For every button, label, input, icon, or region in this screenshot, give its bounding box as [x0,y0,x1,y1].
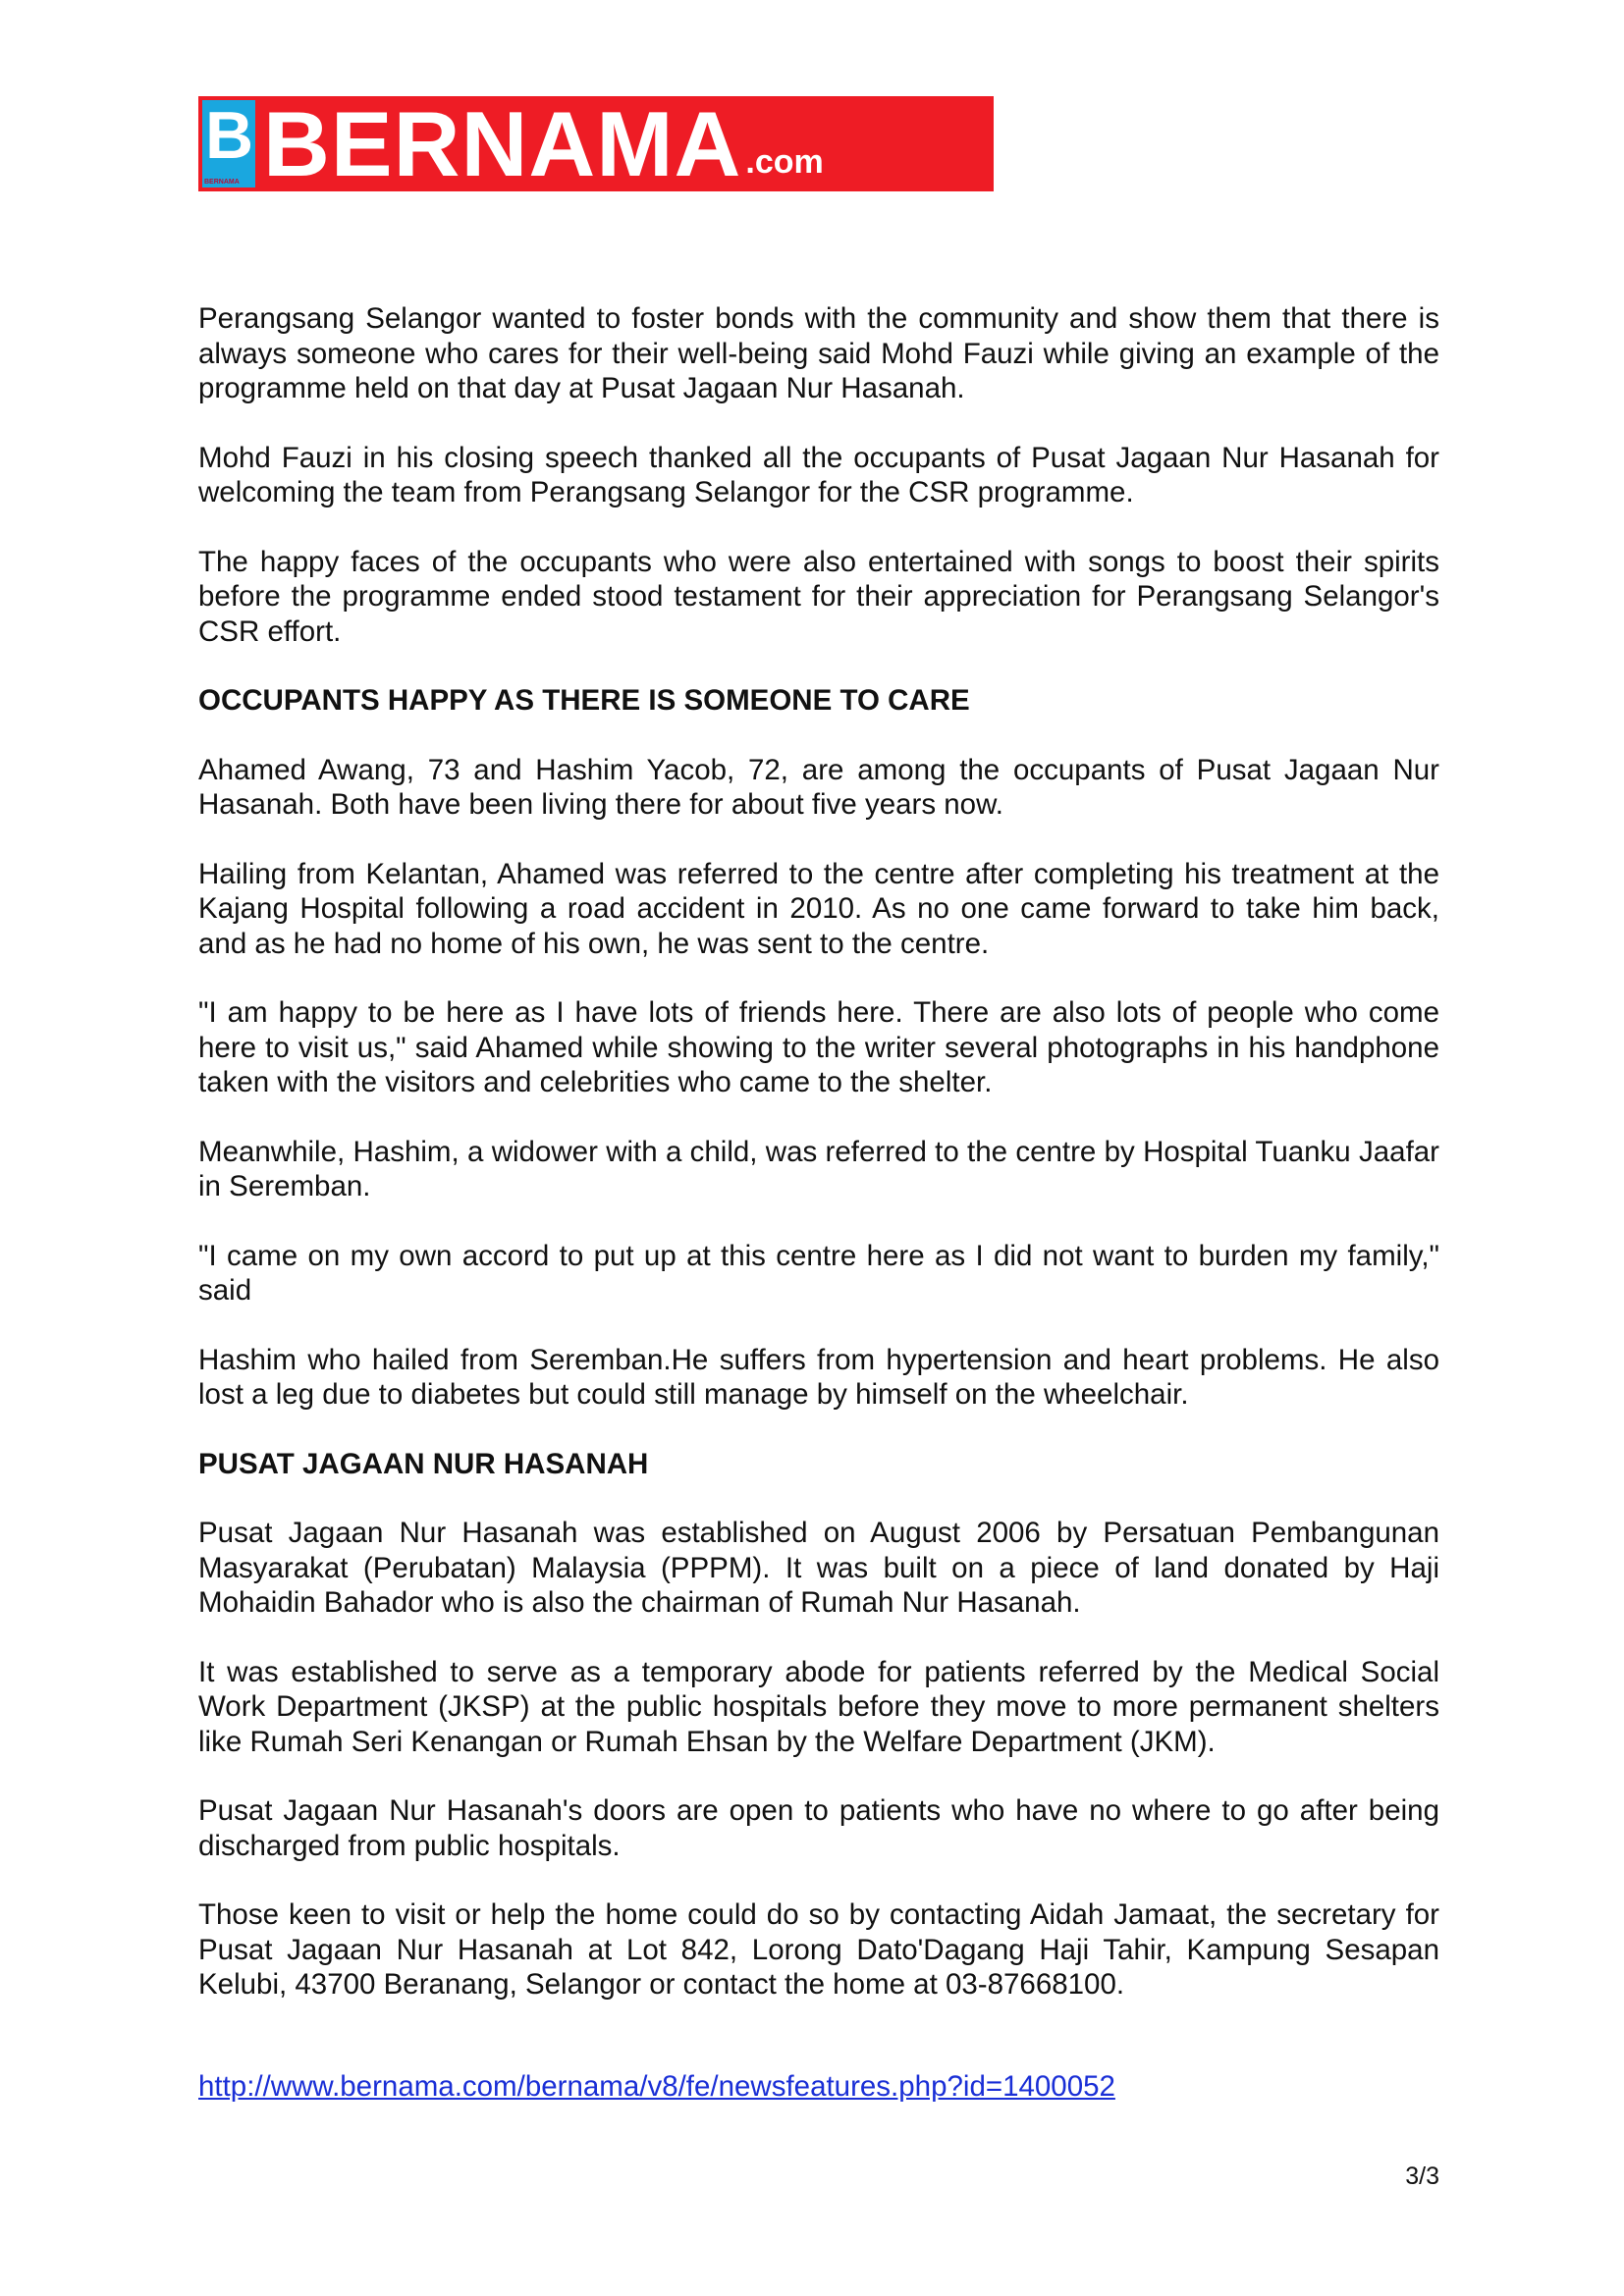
paragraph: The happy faces of the occupants who were also entertained with songs to boost their spirits before the programme ended stood testament for their appreciation for Perangsang Selangor's CSR effort. [198,545,1439,648]
section-heading: OCCUPANTS HAPPY AS THERE IS SOMEONE TO CARE [198,684,970,717]
article-body [198,301,1439,2037]
logo-suffix: .com [745,143,824,181]
paragraph: "I am happy to be here as I have lots of friends here. There are also lots of people who come here to visit us," said Ahamed while showing to the writer several photographs in his handphone taken with the visitors and celebrities who came to the shelter. [198,996,1439,1098]
paragraph: Perangsang Selangor wanted to foster bonds with the community and show them that there is always someone who cares for their well-being said Mohd Fauzi while giving an example of the programme held on that day at Pusat Jagaan Nur Hasanah. [198,302,1439,404]
page-number: 3/3 [1405,2163,1439,2190]
emblem-letter: B [205,98,254,173]
paragraph: Hailing from Kelantan, Ahamed was referred to the centre after completing his treatment at the Kajang Hospital following a road accident in 2010. As no one came forward to take him back, and as he had no home of his own, he was sent to the centre. [198,857,1439,960]
source-url-link[interactable]: http://www.bernama.com/bernama/v8/fe/newsfeatures.php?id=1400052 [198,2070,1115,2103]
paragraph: Mohd Fauzi in his closing speech thanked all the occupants of Pusat Jagaan Nur Hasanah for welcoming the team from Perangsang Selangor for the CSR programme. [198,441,1439,508]
paragraph: Ahamed Awang, 73 and Hashim Yacob, 72, are among the occupants of Pusat Jagaan Nur Hasanah. Both have been living there for about five years now. [198,753,1439,821]
paragraph: It was established to serve as a temporary abode for patients referred by the Medical Social Work Department (JKSP) at the public hospitals before they move to more permanent shelters like Rumah Seri Kenangan or Rumah Ehsan by the Welfare Department (JKM). [198,1655,1439,1758]
logo-wordmark: BERNAMA [263,96,742,191]
paragraph: Pusat Jagaan Nur Hasanah's doors are open to patients who have no where to go after being discharged from public hospitals. [198,1794,1439,1862]
paragraph: Those keen to visit or help the home could do so by contacting Aidah Jamaat, the secretary for Pusat Jagaan Nur Hasanah at Lot 842, Lorong Dato'Dagang Haji Tahir, Kampung Sesapan Kelubi, 43700 Beranang, Selangor or contact the home at 03-87668100. [198,1898,1439,2001]
emblem-small-text: BERNAMA [204,179,240,186]
bernama-emblem-icon [202,100,255,187]
paragraph: Hashim who hailed from Seremban.He suffers from hypertension and heart problems. He also lost a leg due to diabetes but could still manage by himself on the wheelchair. [198,1343,1439,1411]
section-heading: PUSAT JAGAAN NUR HASANAH [198,1447,649,1480]
paragraph: Meanwhile, Hashim, a widower with a child, was referred to the centre by Hospital Tuanku Jaafar in Seremban. [198,1135,1439,1202]
paragraph: "I came on my own accord to put up at this centre here as I did not want to burden my family," said [198,1239,1439,1307]
paragraph: Pusat Jagaan Nur Hasanah was established on August 2006 by Persatuan Pembangunan Masyarakat (Perubatan) Malaysia (PPPM). It was built on a piece of land donated by Haji Mohaidin Bahador who is also the chairman of Rumah Nur Hasanah. [198,1517,1439,1619]
bernama-logo [198,96,994,191]
